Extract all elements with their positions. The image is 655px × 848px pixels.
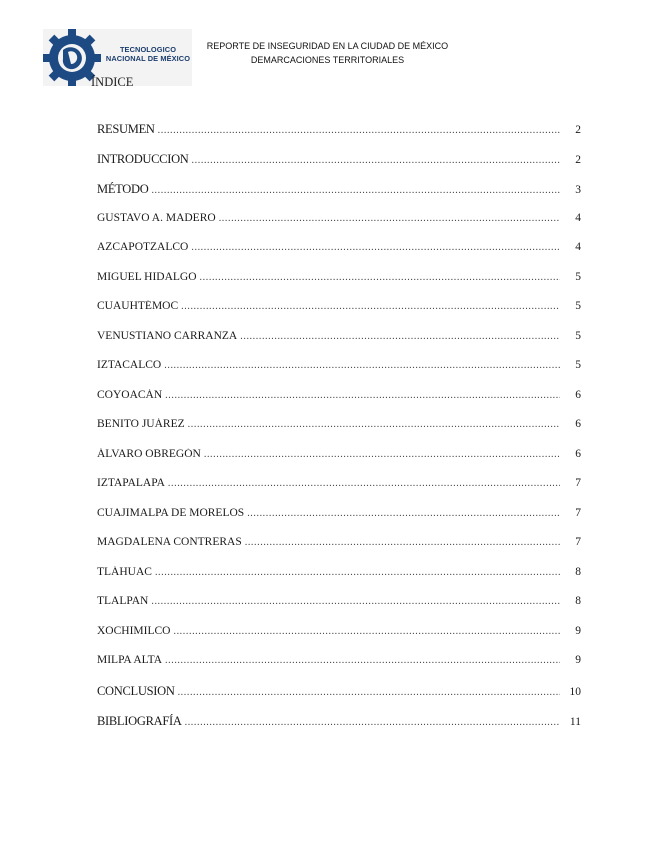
toc-leader-dots: [164, 360, 560, 371]
toc-entry[interactable]: [97, 182, 581, 202]
toc-entry-page: 9: [575, 654, 581, 666]
toc-leader-dots: [165, 390, 560, 401]
toc-entry-page: 11: [569, 716, 581, 728]
toc-entry[interactable]: [97, 418, 581, 438]
toc-leader-dots: [245, 537, 560, 548]
toc-entry-label: INTRODUCCION: [97, 152, 189, 166]
toc-leader-dots: [178, 687, 560, 698]
toc-entry[interactable]: [97, 714, 581, 734]
header-line-2: DEMARCACIONES TERRITORIALES: [250, 55, 405, 65]
toc-entry-page: 4: [575, 241, 581, 253]
toc-entry-page: 7: [575, 477, 581, 489]
toc-entry-label: AZCAPOTZALCO: [97, 241, 189, 253]
toc-entry[interactable]: [97, 625, 581, 645]
toc-leader-dots: [219, 213, 560, 224]
toc-entry-label: MÉTODO: [97, 182, 149, 196]
toc-leader-dots: [158, 125, 560, 136]
toc-leader-dots: [200, 272, 560, 283]
logo-line-1: TECNOLOGICO: [119, 45, 177, 54]
toc-entry-label: RESUMEN: [97, 122, 155, 136]
toc-leader-dots: [204, 449, 560, 460]
toc-entry-page: 8: [575, 595, 581, 607]
toc-leader-dots: [181, 301, 560, 312]
toc-entry-page: 6: [575, 448, 581, 460]
toc-entry[interactable]: [97, 241, 581, 261]
toc-title: ÍNDICE: [91, 75, 134, 89]
toc-entry-page: 8: [575, 566, 581, 578]
toc-entry[interactable]: [97, 152, 581, 172]
document-header: [190, 39, 465, 67]
toc-entry-page: 5: [575, 330, 581, 342]
toc-leader-dots: [240, 331, 560, 342]
toc-entry-label: MAGDALENA CONTRERAS: [97, 536, 242, 548]
toc-entry-page: 5: [575, 300, 581, 312]
toc-entry[interactable]: [97, 595, 581, 615]
toc-entry-label: CONCLUSION: [97, 684, 175, 698]
toc-entry[interactable]: [97, 271, 581, 291]
toc-entry[interactable]: [97, 448, 581, 468]
toc-entry-label: IZTACALCO: [97, 359, 162, 371]
toc-entry-label: ÁLVARO OBREGÓN: [97, 448, 201, 460]
logo-text: [105, 45, 191, 63]
toc-leader-dots: [192, 155, 560, 166]
toc-entry-page: 3: [575, 184, 581, 196]
toc-entry-label: TLALPAN: [97, 595, 149, 607]
toc-entry-page: 7: [575, 507, 581, 519]
toc-entry[interactable]: [97, 212, 581, 232]
toc-entry[interactable]: [97, 359, 581, 379]
toc-entry-label: COYOACÁN: [97, 389, 163, 401]
toc-entry-page: 6: [575, 389, 581, 401]
toc-entry-page: 4: [575, 212, 581, 224]
toc-leader-dots: [151, 596, 560, 607]
toc-entry-label: MILPA ALTA: [97, 654, 163, 666]
toc-entry-page: 9: [575, 625, 581, 637]
toc-leader-dots: [188, 419, 560, 430]
toc-entry[interactable]: [97, 654, 581, 674]
toc-entry-label: CUAUHTÉMOC: [97, 300, 179, 312]
toc-leader-dots: [151, 185, 560, 196]
toc-entry-page: 2: [575, 124, 581, 136]
toc-entry-label: MIGUEL HIDALGO: [97, 271, 197, 283]
toc-entry-label: BENITO JUÁREZ: [97, 418, 185, 430]
toc-leader-dots: [168, 478, 560, 489]
toc-entry[interactable]: [97, 507, 581, 527]
toc-leader-dots: [155, 567, 560, 578]
toc-entry-page: 6: [575, 418, 581, 430]
toc-entry-label: IZTAPALAPA: [97, 477, 165, 489]
toc-entry-page: 7: [575, 536, 581, 548]
logo-line-2: NACIONAL DE MÉXICO: [105, 54, 191, 63]
toc-entry[interactable]: [97, 300, 581, 320]
toc-entry[interactable]: [97, 684, 581, 704]
toc-entry-label: XOCHIMILCO: [97, 625, 171, 637]
header-line-1: REPORTE DE INSEGURIDAD EN LA CIUDAD DE MÉXICO: [206, 41, 449, 51]
toc-entry[interactable]: [97, 477, 581, 497]
toc-entry-page: 5: [575, 359, 581, 371]
toc-entry[interactable]: [97, 330, 581, 350]
toc-entry-label: BIBLIOGRAFÍA: [97, 714, 182, 728]
toc-leader-dots: [173, 626, 560, 637]
toc-entry-page: 5: [575, 271, 581, 283]
toc-leader-dots: [191, 242, 560, 253]
toc-leader-dots: [247, 508, 560, 519]
toc-entry-label: VENUSTIANO CARRANZA: [97, 330, 238, 342]
toc-entry[interactable]: [97, 536, 581, 556]
toc-entry[interactable]: [97, 566, 581, 586]
toc-entry[interactable]: [97, 389, 581, 409]
toc-leader-dots: [165, 655, 560, 666]
toc-entry-page: 2: [575, 154, 581, 166]
toc-leader-dots: [185, 717, 560, 728]
toc-entry-label: CUAJIMALPA DE MORELOS: [97, 507, 245, 519]
toc-entry[interactable]: [97, 122, 581, 142]
toc-entry-page: 10: [569, 686, 581, 698]
toc-entry-label: TLÁHUAC: [97, 566, 152, 578]
toc-entry-label: GUSTAVO A. MADERO: [97, 212, 216, 224]
